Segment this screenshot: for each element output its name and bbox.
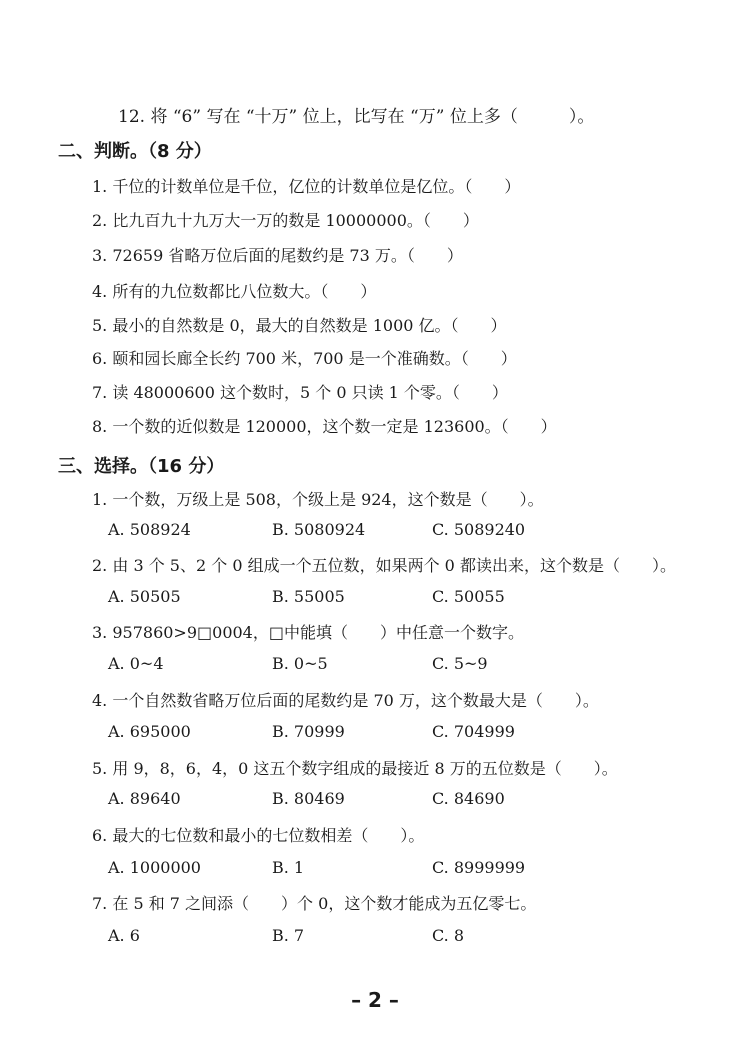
choice-options-3	[108, 654, 668, 676]
judge-item-8: 8. 一个数的近似数是 120000，这个数一定是 123600。（ ）	[92, 417, 557, 436]
choice-question-2: 2. 由 3 个 5、2 个 0 组成一个五位数，如果两个 0 都读出来，这个数是（ ）。	[92, 556, 676, 575]
option-c: C. 84690	[432, 789, 505, 808]
option-a: A. 695000	[108, 722, 191, 741]
judge-item-5: 5. 最小的自然数是 0，最大的自然数是 1000 亿。（ ）	[92, 316, 507, 335]
question-12: 12. 将 “6” 写在 “十万” 位上，比写在 “万” 位上多（ ）。	[118, 107, 595, 127]
choice-options-4	[108, 722, 668, 744]
option-b: B. 80469	[272, 789, 345, 808]
choice-question-4: 4. 一个自然数省略万位后面的尾数约是 70 万，这个数最大是（ ）。	[92, 691, 599, 710]
option-b: B. 7	[272, 926, 305, 945]
choice-question-6: 6. 最大的七位数和最小的七位数相差（ ）。	[92, 826, 425, 845]
option-a: A. 89640	[108, 789, 181, 808]
judge-item-6: 6. 颐和园长廊全长约 700 米，700 是一个准确数。（ ）	[92, 349, 517, 368]
option-c: C. 5~9	[432, 654, 488, 673]
choice-question-5: 5. 用 9，8，6，4，0 这五个数字组成的最接近 8 万的五位数是（ ）。	[92, 759, 618, 778]
option-b: B. 70999	[272, 722, 345, 741]
option-b: B. 55005	[272, 587, 345, 606]
judge-item-7: 7. 读 48000600 这个数时，5 个 0 只读 1 个零。（ ）	[92, 383, 508, 402]
choice-options-6	[108, 858, 668, 880]
section-2-heading: 二、判断。（8 分）	[58, 141, 212, 162]
option-a: A. 0~4	[108, 654, 164, 673]
choice-question-1: 1. 一个数，万级上是 508，个级上是 924，这个数是（ ）。	[92, 490, 544, 509]
judge-item-1: 1. 千位的计数单位是千位，亿位的计数单位是亿位。（ ）	[92, 177, 521, 196]
choice-question-7: 7. 在 5 和 7 之间添（ ）个 0，这个数才能成为五亿零七。	[92, 894, 537, 913]
choice-options-5	[108, 789, 668, 811]
option-a: A. 6	[108, 926, 140, 945]
option-a: A. 50505	[108, 587, 181, 606]
option-a: A. 1000000	[108, 858, 201, 877]
option-c: C. 50055	[432, 587, 505, 606]
choice-options-7	[108, 926, 668, 948]
judge-item-2: 2. 比九百九十九万大一万的数是 10000000。（ ）	[92, 211, 479, 230]
option-b: B. 0~5	[272, 654, 328, 673]
choice-options-1	[108, 520, 668, 542]
option-c: C. 5089240	[432, 520, 526, 539]
option-b: B. 1	[272, 858, 305, 877]
option-c: C. 704999	[432, 722, 515, 741]
option-c: C. 8999999	[432, 858, 526, 877]
choice-question-3: 3. 957860>9□0004，□中能填（ ）中任意一个数字。	[92, 623, 524, 642]
option-c: C. 8	[432, 926, 465, 945]
section-3-heading: 三、选择。（16 分）	[58, 456, 225, 477]
judge-item-3: 3. 72659 省略万位后面的尾数约是 73 万。（ ）	[92, 246, 463, 265]
option-a: A. 508924	[108, 520, 191, 539]
choice-options-2	[108, 587, 668, 609]
judge-item-4: 4. 所有的九位数都比八位数大。（ ）	[92, 282, 377, 301]
page-number: – 2 –	[351, 988, 399, 1012]
option-b: B. 5080924	[272, 520, 366, 539]
